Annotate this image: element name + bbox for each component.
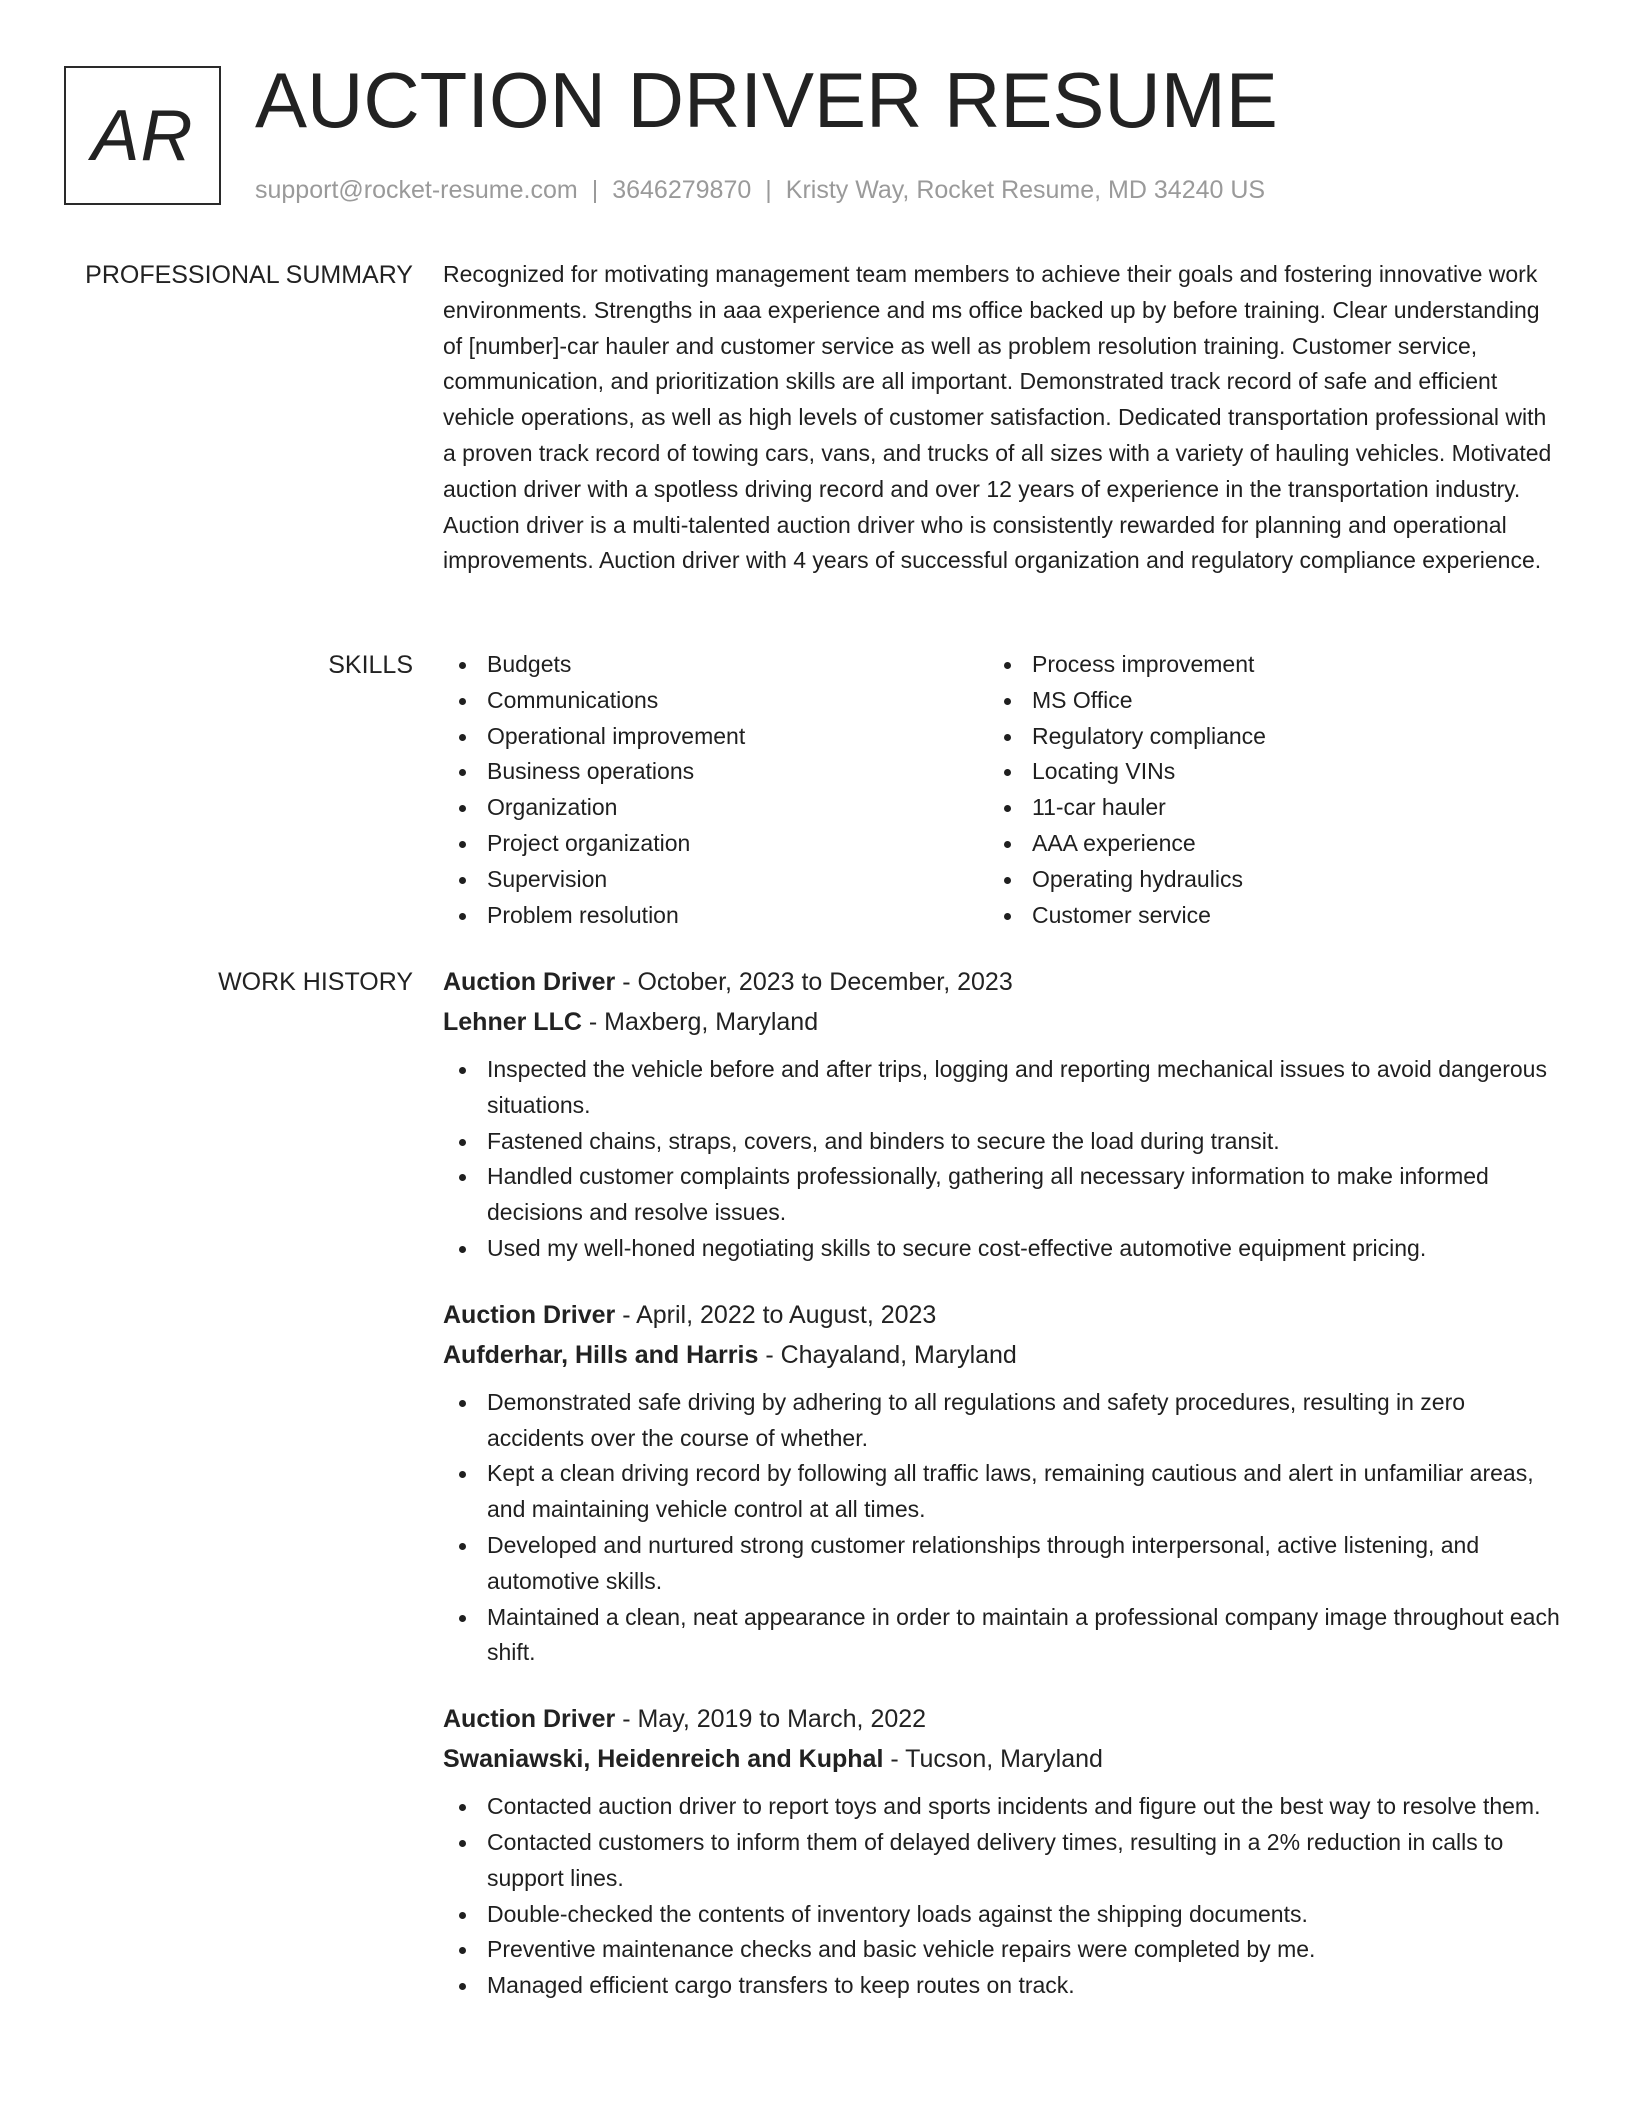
job-title-line — [443, 962, 1561, 1002]
duties-list — [443, 1385, 1561, 1671]
duty-item: Contacted auction driver to report toys and sports incidents and figure out the best way to resolve them. — [443, 1789, 1561, 1825]
skill-item: AAA experience — [988, 826, 1533, 862]
job-title-line — [443, 1295, 1561, 1335]
contact-separator: | — [765, 176, 772, 204]
skills-body — [443, 647, 1561, 933]
skill-item: Project organization — [443, 826, 988, 862]
skill-item: Process improvement — [988, 647, 1533, 683]
company-location: - Maxberg, Maryland — [581, 1008, 819, 1036]
duties-list — [443, 1789, 1561, 2004]
skill-item: Budgets — [443, 647, 988, 683]
contact-phone[interactable]: 3646279870 — [612, 176, 752, 204]
monogram-logo: AR — [64, 66, 221, 205]
company-name: Swaniawski, Heidenreich and Kuphal — [443, 1745, 884, 1774]
job-entry — [443, 1295, 1561, 1671]
job-dates: - May, 2019 to March, 2022 — [615, 1705, 927, 1734]
skill-item: Operating hydraulics — [988, 862, 1533, 898]
duty-item: Maintained a clean, neat appearance in order to maintain a professional company image throughout each shift. — [443, 1600, 1561, 1672]
skill-item: Business operations — [443, 754, 988, 790]
duty-item: Contacted customers to inform them of delayed delivery times, resulting in a 2% reduction in calls to support lines. — [443, 1825, 1561, 1897]
company-line — [443, 1335, 1561, 1375]
resume-title: AUCTION DRIVER RESUME — [255, 56, 1278, 144]
summary-text: Recognized for motivating management team members to achieve their goals and fostering innovative work environments. Strengths in aaa experience and ms office backed up by before training. Clear understanding of [number]-car hauler and customer service as well as problem resolution training. Customer service, communication, and prioritization skills are all important. Demonstrated track record of safe and efficient vehicle operations, as well as high levels of customer satisfaction. Dedicated transportation professional with a proven track record of towing cars, vans, and trucks of all sizes with a variety of hauling vehicles. Motivated auction driver with a spotless driving record and over 12 years of experience in the transportation industry. Auction driver is a multi-talented auction driver who is consistently rewarded for planning and operational improvements. Auction driver with 4 years of successful organization and regulatory compliance experience. — [443, 261, 1552, 574]
skill-item: Operational improvement — [443, 719, 988, 755]
contact-address: Kristy Way, Rocket Resume, MD 34240 US — [785, 176, 1266, 204]
skill-item: Organization — [443, 790, 988, 826]
job-title-line — [443, 1699, 1561, 1739]
job-dates: - April, 2022 to August, 2023 — [615, 1300, 937, 1329]
company-line — [443, 1002, 1561, 1042]
skill-item: 11-car hauler — [988, 790, 1533, 826]
duty-item: Used my well-honed negotiating skills to secure cost-effective automotive equipment pricing. — [443, 1231, 1561, 1267]
job-entry — [443, 962, 1561, 1267]
skill-item: Customer service — [988, 898, 1533, 934]
skill-item: Communications — [443, 683, 988, 719]
company-location: - Chayaland, Maryland — [758, 1340, 1017, 1369]
skill-item: MS Office — [988, 683, 1533, 719]
contact-email[interactable]: support@rocket-resume.com — [255, 176, 578, 204]
job-dates: - October, 2023 to December, 2023 — [615, 968, 1013, 996]
duty-item: Double-checked the contents of inventory loads against the shipping documents. — [443, 1897, 1561, 1933]
section-label-skills: SKILLS — [328, 651, 413, 679]
job-entry — [443, 1699, 1561, 2004]
duty-item: Inspected the vehicle before and after trips, logging and reporting mechanical issues to avoid dangerous situations. — [443, 1052, 1561, 1124]
duty-item: Preventive maintenance checks and basic vehicle repairs were completed by me. — [443, 1932, 1561, 1968]
company-name: Lehner LLC — [443, 1008, 582, 1036]
duty-item: Kept a clean driving record by following all traffic laws, remaining cautious and alert in unfamiliar areas, and maintaining vehicle control at all times. — [443, 1456, 1561, 1528]
job-title: Auction Driver — [443, 1300, 616, 1329]
section-label-work-history: WORK HISTORY — [218, 968, 413, 996]
duty-item: Fastened chains, straps, covers, and binders to secure the load during transit. — [443, 1124, 1561, 1160]
skill-item: Problem resolution — [443, 898, 988, 934]
duty-item: Managed efficient cargo transfers to keep routes on track. — [443, 1968, 1561, 2004]
contact-line — [255, 172, 1265, 208]
company-location: - Tucson, Maryland — [883, 1745, 1103, 1774]
duties-list — [443, 1052, 1561, 1267]
skills-list-right — [988, 647, 1533, 933]
skill-item: Regulatory compliance — [988, 719, 1533, 755]
skills-list-left — [443, 647, 988, 933]
duty-item: Demonstrated safe driving by adhering to all regulations and safety procedures, resulting in zero accidents over the course of whether. — [443, 1385, 1561, 1457]
job-title: Auction Driver — [443, 1705, 616, 1734]
duty-item: Developed and nurtured strong customer relationships through interpersonal, active listening, and automotive skills. — [443, 1528, 1561, 1600]
summary-body — [443, 257, 1561, 579]
skill-item: Locating VINs — [988, 754, 1533, 790]
company-name: Aufderhar, Hills and Harris — [443, 1340, 759, 1369]
company-line — [443, 1739, 1561, 1779]
work-history-body — [443, 962, 1561, 2032]
contact-separator: | — [591, 176, 599, 204]
job-title: Auction Driver — [443, 968, 616, 996]
duty-item: Handled customer complaints professionally, gathering all necessary information to make informed decisions and resolve issues. — [443, 1159, 1561, 1231]
skill-item: Supervision — [443, 862, 988, 898]
section-label-summary: PROFESSIONAL SUMMARY — [85, 261, 413, 289]
